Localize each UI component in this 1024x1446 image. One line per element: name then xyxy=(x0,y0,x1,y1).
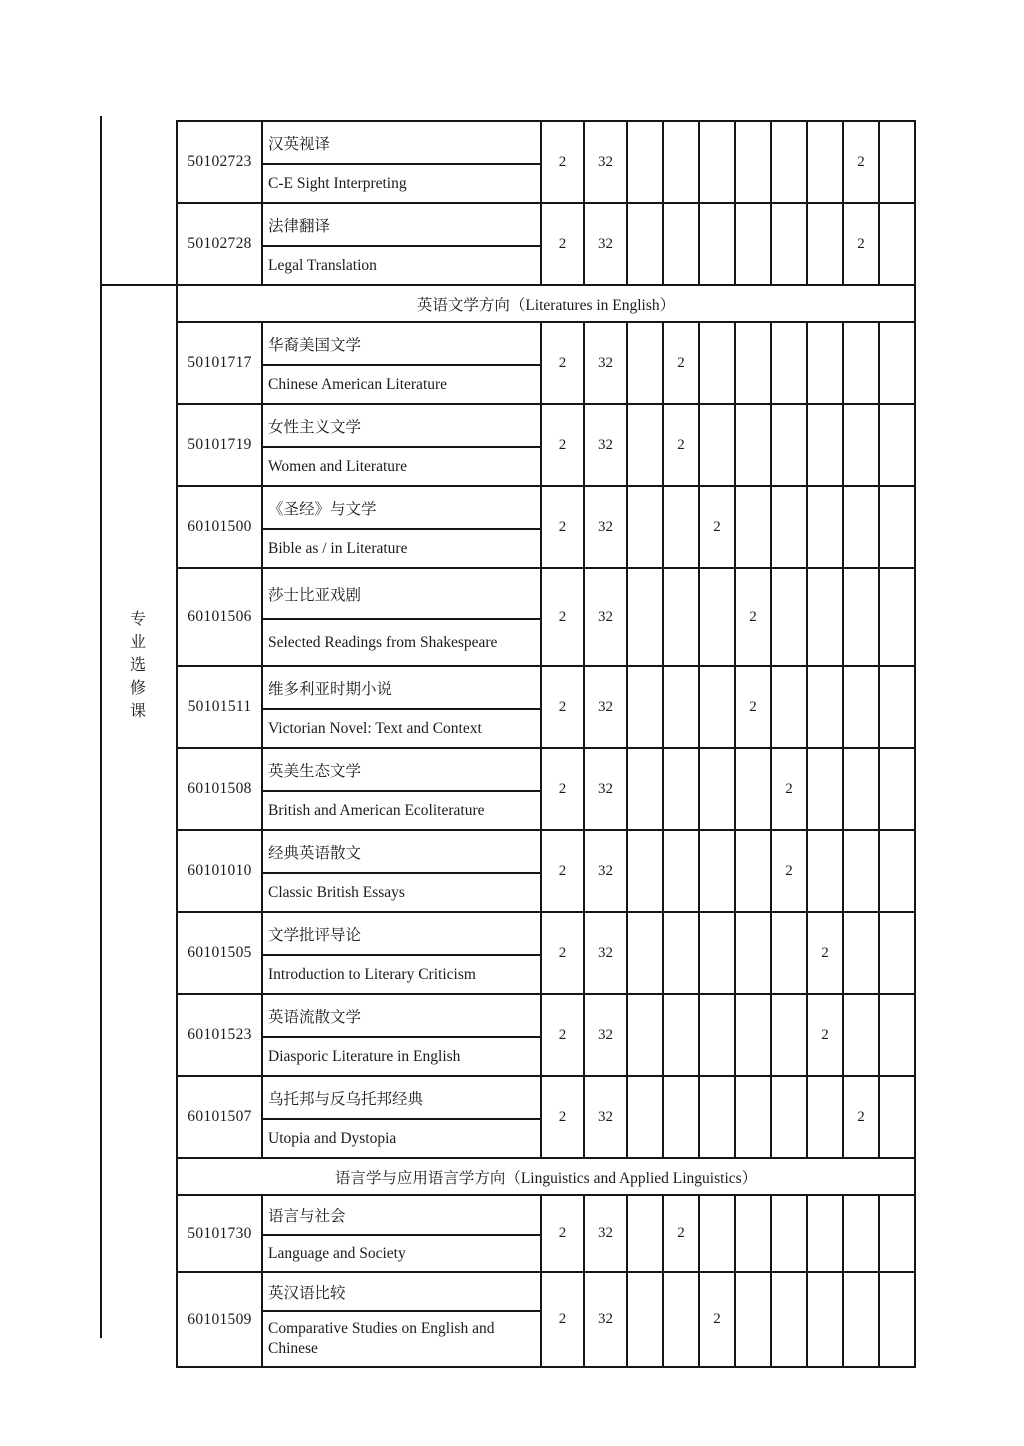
course-credits: 2 xyxy=(541,830,584,912)
course-code: 60101523 xyxy=(177,994,262,1076)
semester-2-cell xyxy=(663,486,699,568)
semester-7-cell: 2 xyxy=(843,203,879,285)
course-name-zh: 英汉语比较 xyxy=(262,1272,541,1311)
course-hours: 32 xyxy=(584,1076,627,1158)
semester-1-cell xyxy=(627,1195,663,1272)
semester-6-cell xyxy=(807,666,843,748)
semester-1-cell xyxy=(627,322,663,404)
course-name-en: Introduction to Literary Criticism xyxy=(262,955,541,994)
course-row xyxy=(100,568,915,619)
course-row xyxy=(100,203,915,246)
semester-4-cell xyxy=(735,322,771,404)
course-code: 50101730 xyxy=(177,1195,262,1272)
semester-6-cell xyxy=(807,121,843,203)
semester-5-cell xyxy=(771,121,807,203)
course-name-zh: 华裔美国文学 xyxy=(262,322,541,365)
course-hours: 32 xyxy=(584,322,627,404)
course-row xyxy=(100,121,915,164)
semester-5-cell xyxy=(771,1195,807,1272)
course-credits: 2 xyxy=(541,666,584,748)
semester-7-cell xyxy=(843,830,879,912)
semester-4-cell xyxy=(735,994,771,1076)
course-name-zh: 法律翻译 xyxy=(262,203,541,246)
semester-7-cell xyxy=(843,666,879,748)
semester-1-cell xyxy=(627,748,663,830)
course-code: 50101717 xyxy=(177,322,262,404)
semester-7-cell: 2 xyxy=(843,121,879,203)
section-title: 英语文学方向（Literatures in English） xyxy=(177,285,915,322)
semester-5-cell xyxy=(771,1272,807,1367)
semester-5-cell xyxy=(771,404,807,486)
course-hours: 32 xyxy=(584,121,627,203)
curriculum-table xyxy=(100,120,916,1368)
semester-4-cell xyxy=(735,1195,771,1272)
semester-1-cell xyxy=(627,486,663,568)
semester-3-cell xyxy=(699,994,735,1076)
semester-5-cell xyxy=(771,203,807,285)
semester-3-cell xyxy=(699,912,735,994)
semester-4-cell xyxy=(735,1272,771,1367)
semester-5-cell: 2 xyxy=(771,830,807,912)
semester-6-cell xyxy=(807,486,843,568)
semester-3-cell xyxy=(699,203,735,285)
semester-3-cell xyxy=(699,1195,735,1272)
semester-2-cell xyxy=(663,666,699,748)
semester-6-cell xyxy=(807,830,843,912)
semester-3-cell: 2 xyxy=(699,486,735,568)
semester-8-cell xyxy=(879,322,915,404)
semester-8-cell xyxy=(879,486,915,568)
semester-6-cell xyxy=(807,568,843,666)
course-name-en: Bible as / in Literature xyxy=(262,529,541,568)
semester-6-cell: 2 xyxy=(807,994,843,1076)
course-name-en: Women and Literature xyxy=(262,447,541,486)
course-row xyxy=(100,830,915,873)
semester-8-cell xyxy=(879,666,915,748)
course-code: 50101511 xyxy=(177,666,262,748)
semester-5-cell xyxy=(771,666,807,748)
semester-8-cell xyxy=(879,994,915,1076)
course-name-en: Utopia and Dystopia xyxy=(262,1119,541,1158)
course-name-en: C-E Sight Interpreting xyxy=(262,164,541,203)
semester-7-cell xyxy=(843,1272,879,1367)
semester-4-cell xyxy=(735,912,771,994)
semester-3-cell xyxy=(699,748,735,830)
semester-5-cell: 2 xyxy=(771,748,807,830)
semester-1-cell xyxy=(627,404,663,486)
semester-7-cell xyxy=(843,994,879,1076)
semester-8-cell xyxy=(879,568,915,666)
course-credits: 2 xyxy=(541,1195,584,1272)
semester-3-cell xyxy=(699,666,735,748)
semester-1-cell xyxy=(627,666,663,748)
semester-2-cell xyxy=(663,203,699,285)
course-hours: 32 xyxy=(584,203,627,285)
category-label: 专业选修课 xyxy=(129,611,146,720)
semester-2-cell xyxy=(663,748,699,830)
semester-6-cell xyxy=(807,404,843,486)
course-row xyxy=(100,748,915,791)
semester-7-cell: 2 xyxy=(843,1076,879,1158)
semester-3-cell: 2 xyxy=(699,1272,735,1367)
semester-8-cell xyxy=(879,748,915,830)
course-name-en: Chinese American Literature xyxy=(262,365,541,404)
course-code: 60101509 xyxy=(177,1272,262,1367)
course-credits: 2 xyxy=(541,486,584,568)
course-credits: 2 xyxy=(541,748,584,830)
course-row xyxy=(100,912,915,955)
course-hours: 32 xyxy=(584,994,627,1076)
course-credits: 2 xyxy=(541,994,584,1076)
semester-6-cell xyxy=(807,322,843,404)
semester-7-cell xyxy=(843,568,879,666)
semester-3-cell xyxy=(699,568,735,666)
semester-1-cell xyxy=(627,830,663,912)
semester-4-cell xyxy=(735,830,771,912)
semester-5-cell xyxy=(771,486,807,568)
semester-5-cell xyxy=(771,1076,807,1158)
course-hours: 32 xyxy=(584,830,627,912)
semester-3-cell xyxy=(699,121,735,203)
semester-7-cell xyxy=(843,404,879,486)
curriculum-sheet xyxy=(100,120,916,1368)
semester-8-cell xyxy=(879,404,915,486)
course-code: 60101010 xyxy=(177,830,262,912)
semester-4-cell xyxy=(735,1076,771,1158)
course-code: 50102723 xyxy=(177,121,262,203)
semester-7-cell xyxy=(843,486,879,568)
semester-8-cell xyxy=(879,830,915,912)
section-title: 语言学与应用语言学方向（Linguistics and Applied Linguistics） xyxy=(177,1158,915,1195)
semester-3-cell xyxy=(699,322,735,404)
semester-4-cell xyxy=(735,121,771,203)
semester-7-cell xyxy=(843,912,879,994)
course-credits: 2 xyxy=(541,121,584,203)
semester-2-cell xyxy=(663,830,699,912)
semester-8-cell xyxy=(879,1272,915,1367)
section-header-row xyxy=(100,285,915,322)
semester-8-cell xyxy=(879,121,915,203)
course-row xyxy=(100,404,915,447)
semester-8-cell xyxy=(879,912,915,994)
course-code: 50102728 xyxy=(177,203,262,285)
semester-4-cell xyxy=(735,748,771,830)
course-name-en: Classic British Essays xyxy=(262,873,541,912)
semester-4-cell xyxy=(735,203,771,285)
category-cell xyxy=(100,285,177,1367)
semester-1-cell xyxy=(627,994,663,1076)
course-row xyxy=(100,1195,915,1235)
course-code: 60101505 xyxy=(177,912,262,994)
semester-1-cell xyxy=(627,1272,663,1367)
course-credits: 2 xyxy=(541,322,584,404)
course-row xyxy=(100,1272,915,1311)
course-name-zh: 经典英语散文 xyxy=(262,830,541,873)
semester-2-cell xyxy=(663,912,699,994)
course-name-zh: 汉英视译 xyxy=(262,121,541,164)
course-code: 60101506 xyxy=(177,568,262,666)
course-name-zh: 英美生态文学 xyxy=(262,748,541,791)
semester-6-cell xyxy=(807,748,843,830)
course-hours: 32 xyxy=(584,404,627,486)
semester-3-cell xyxy=(699,830,735,912)
semester-6-cell xyxy=(807,1195,843,1272)
semester-7-cell xyxy=(843,748,879,830)
course-name-en: Victorian Novel: Text and Context xyxy=(262,709,541,748)
course-name-zh: 文学批评导论 xyxy=(262,912,541,955)
semester-2-cell xyxy=(663,1076,699,1158)
category-cell-continued xyxy=(100,121,177,285)
semester-6-cell xyxy=(807,203,843,285)
semester-4-cell xyxy=(735,486,771,568)
course-name-en: Language and Society xyxy=(262,1235,541,1272)
semester-2-cell xyxy=(663,994,699,1076)
semester-1-cell xyxy=(627,1076,663,1158)
semester-6-cell xyxy=(807,1272,843,1367)
semester-5-cell xyxy=(771,994,807,1076)
course-hours: 32 xyxy=(584,1195,627,1272)
course-row xyxy=(100,322,915,365)
course-credits: 2 xyxy=(541,404,584,486)
course-hours: 32 xyxy=(584,1272,627,1367)
course-row xyxy=(100,486,915,529)
section-header-row xyxy=(100,1158,915,1195)
course-name-zh: 维多利亚时期小说 xyxy=(262,666,541,709)
course-row xyxy=(100,994,915,1037)
semester-5-cell xyxy=(771,912,807,994)
course-name-en: Selected Readings from Shakespeare xyxy=(262,619,541,666)
course-name-zh: 乌托邦与反乌托邦经典 xyxy=(262,1076,541,1119)
semester-2-cell: 2 xyxy=(663,1195,699,1272)
course-hours: 32 xyxy=(584,748,627,830)
course-name-en: British and American Ecoliterature xyxy=(262,791,541,830)
course-name-en: Diasporic Literature in English xyxy=(262,1037,541,1076)
semester-7-cell xyxy=(843,322,879,404)
semester-1-cell xyxy=(627,568,663,666)
semester-1-cell xyxy=(627,121,663,203)
course-code: 60101507 xyxy=(177,1076,262,1158)
semester-4-cell: 2 xyxy=(735,666,771,748)
course-hours: 32 xyxy=(584,486,627,568)
course-name-zh: 莎士比亚戏剧 xyxy=(262,568,541,619)
course-name-zh: 英语流散文学 xyxy=(262,994,541,1037)
semester-2-cell xyxy=(663,1272,699,1367)
course-name-en: Comparative Studies on English and Chinese xyxy=(262,1311,541,1367)
course-credits: 2 xyxy=(541,1076,584,1158)
semester-2-cell xyxy=(663,121,699,203)
semester-2-cell xyxy=(663,568,699,666)
course-code: 50101719 xyxy=(177,404,262,486)
semester-6-cell xyxy=(807,1076,843,1158)
semester-2-cell: 2 xyxy=(663,322,699,404)
course-name-en: Legal Translation xyxy=(262,246,541,285)
course-hours: 32 xyxy=(584,666,627,748)
semester-5-cell xyxy=(771,568,807,666)
course-row xyxy=(100,1076,915,1119)
course-hours: 32 xyxy=(584,568,627,666)
course-credits: 2 xyxy=(541,912,584,994)
course-credits: 2 xyxy=(541,203,584,285)
semester-7-cell xyxy=(843,1195,879,1272)
course-credits: 2 xyxy=(541,568,584,666)
semester-1-cell xyxy=(627,912,663,994)
semester-6-cell: 2 xyxy=(807,912,843,994)
course-code: 60101500 xyxy=(177,486,262,568)
semester-8-cell xyxy=(879,203,915,285)
course-row xyxy=(100,666,915,709)
course-name-zh: 女性主义文学 xyxy=(262,404,541,447)
semester-8-cell xyxy=(879,1195,915,1272)
semester-3-cell xyxy=(699,1076,735,1158)
course-hours: 32 xyxy=(584,912,627,994)
course-name-zh: 语言与社会 xyxy=(262,1195,541,1235)
semester-4-cell xyxy=(735,404,771,486)
semester-3-cell xyxy=(699,404,735,486)
course-code: 60101508 xyxy=(177,748,262,830)
semester-8-cell xyxy=(879,1076,915,1158)
semester-4-cell: 2 xyxy=(735,568,771,666)
course-name-zh: 《圣经》与文学 xyxy=(262,486,541,529)
semester-1-cell xyxy=(627,203,663,285)
semester-2-cell: 2 xyxy=(663,404,699,486)
semester-5-cell xyxy=(771,322,807,404)
course-credits: 2 xyxy=(541,1272,584,1367)
